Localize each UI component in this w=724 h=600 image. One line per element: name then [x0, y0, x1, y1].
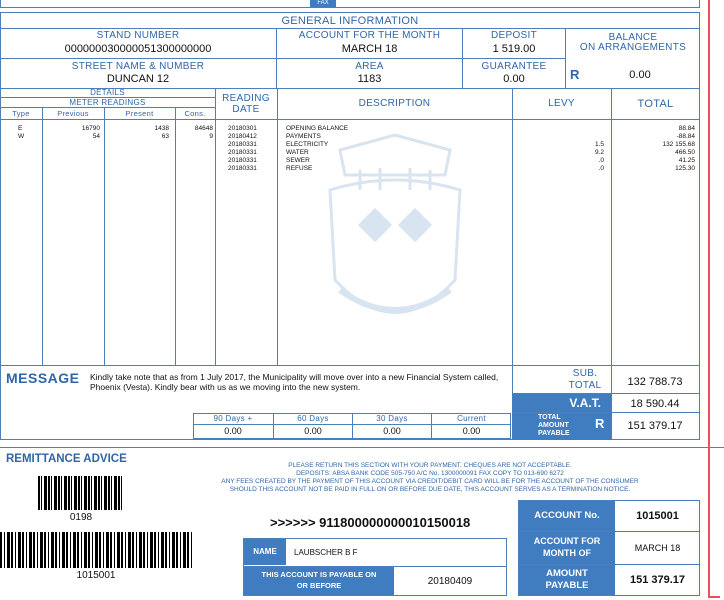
total-label: TOTAL: [637, 98, 674, 110]
deposit-value: 1 519.00: [492, 43, 536, 55]
reading-date-label: READING: [222, 93, 270, 104]
col-previous: Previous: [57, 109, 89, 118]
general-info-title: GENERAL INFORMATION: [281, 15, 419, 27]
message-label: MESSAGE: [6, 370, 80, 386]
meter-cons: 9: [209, 133, 213, 140]
col-type: Type: [12, 109, 30, 118]
line-date: 20180301: [228, 125, 257, 132]
line-desc: WATER: [286, 149, 309, 156]
reading-date-label-2: DATE: [232, 104, 260, 115]
amount-payable-label: AMOUNT: [546, 568, 588, 579]
line-total: 125.30: [675, 165, 695, 172]
vat-value: 18 590.44: [630, 398, 680, 410]
meter-type: W: [18, 133, 25, 140]
line-total: 132 155.68: [662, 141, 695, 148]
ageing-label: 60 Days: [297, 414, 329, 423]
account-month: MARCH 18: [341, 43, 398, 55]
account-month-label: ACCOUNT FOR THE MONTH: [298, 30, 441, 41]
street-value: DUNCAN 12: [106, 73, 170, 85]
payable-before-label: THIS ACCOUNT IS PAYABLE ON: [261, 570, 377, 579]
sub-total-label-2: TOTAL: [568, 380, 602, 391]
ageing-value: 0.00: [383, 426, 401, 436]
sub-total-value: 132 788.73: [627, 376, 683, 388]
barcode-2: [0, 532, 192, 568]
balance-label-2: ON ARRANGEMENTS: [579, 42, 687, 53]
ageing-label: 90 Days +: [213, 414, 253, 423]
amount-payable-value: 151 379.17: [629, 574, 686, 586]
meter-type: E: [18, 125, 23, 132]
ageing-label: 30 Days: [376, 414, 408, 423]
line-date: 20180331: [228, 165, 257, 172]
sub-total-label: SUB.: [572, 368, 598, 379]
total-payable-value: 151 379.17: [627, 420, 683, 432]
line-desc: PAYMENTS: [286, 133, 321, 140]
area-value: 1183: [357, 73, 382, 85]
deposit-label: DEPOSIT: [491, 30, 537, 41]
account-no-label: ACCOUNT No.: [519, 501, 615, 531]
balance-currency: R: [570, 67, 580, 82]
ageing-value: 0.00: [462, 426, 481, 436]
amount-payable-label-2: PAYABLE: [545, 580, 589, 591]
total-payable-label: TOTAL: [538, 414, 561, 421]
line-levy: 9.2: [594, 149, 604, 156]
notice-line-4: SHOULD THIS ACCOUNT NOT BE PAID IN FULL ON OR BEFORE DUE DATE, THIS ACCOUNT SERVES AS A TERMINATION NOTICE.: [229, 486, 631, 493]
barcode-1: [38, 476, 124, 510]
account-for-label-2: MONTH OF: [543, 548, 591, 558]
line-total: -88.84: [676, 133, 695, 140]
account-for-value: MARCH 18: [634, 543, 681, 553]
message-text: Kindly take note that as from 1 July 2017, the Municipality will move over into a new Financial System called, Phoenix (Vesta). Kindly bear with us as we moving into the new system.: [90, 372, 499, 392]
line-desc: REFUSE: [286, 165, 313, 172]
total-payable-label-2: AMOUNT: [538, 422, 569, 429]
line-total: 88.84: [678, 125, 695, 132]
meter-readings-label: METER READINGS: [69, 98, 146, 107]
cut-line: [0, 447, 724, 448]
line-desc: ELECTRICITY: [286, 141, 329, 148]
charge-lines: [0, 125, 700, 185]
ageing-label: Current: [457, 414, 486, 423]
highlight-frame: [708, 0, 720, 598]
ageing-value: 0.00: [304, 426, 322, 436]
line-levy: 1.5: [594, 141, 604, 148]
line-date: 20180412: [228, 133, 257, 140]
meter-cons: 84648: [194, 125, 213, 132]
street-label: STREET NAME & NUMBER: [71, 61, 205, 72]
barcode-2-number: 1015001: [76, 570, 116, 581]
line-total: 466.50: [675, 149, 695, 156]
name-label: NAME: [244, 539, 286, 565]
barcode-1-number: 0198: [69, 512, 93, 523]
line-date: 20180331: [228, 149, 257, 156]
guarantee-label: GUARANTEE: [481, 61, 547, 72]
notice-line-1: PLEASE RETURN THIS SECTION WITH YOUR PAYMENT. CHEQUES ARE NOT ACCEPTABLE.: [288, 462, 572, 469]
divider: [0, 119, 700, 120]
line-date: 20180331: [228, 157, 257, 164]
levy-label: LEVY: [548, 98, 575, 109]
meter-present: 63: [161, 133, 169, 140]
payment-reference: >>>>>> 911800000000010150018: [270, 515, 471, 530]
fax-tab: FAX: [310, 0, 336, 7]
col-present: Present: [125, 109, 154, 118]
col-cons: Cons.: [184, 109, 206, 118]
payable-before-label-2: OR BEFORE: [296, 581, 342, 590]
meter-present: 1438: [154, 125, 169, 132]
ageing-value: 0.00: [224, 426, 242, 436]
meter-previous: 16790: [81, 125, 100, 132]
line-desc: OPENING BALANCE: [286, 125, 349, 132]
notice-line-2: DEPOSITS: ABSA BANK CODE 505-750 A/C No. 1300000091 FAX COPY TO 013-690 6272: [296, 470, 564, 477]
guarantee-value: 0.00: [503, 73, 525, 85]
description-label: DESCRIPTION: [358, 98, 431, 109]
remittance-title: REMITTANCE ADVICE: [6, 453, 127, 465]
account-no-value: 1015001: [636, 510, 679, 522]
divider: [0, 28, 700, 29]
area-label: AREA: [355, 61, 384, 72]
top-strip: [0, 0, 700, 8]
line-desc: SEWER: [286, 157, 310, 164]
payable-date: 20180409: [427, 576, 473, 587]
line-date: 20180331: [228, 141, 257, 148]
balance-value: 0.00: [629, 69, 651, 81]
line-levy: .0: [598, 165, 604, 172]
name-value: LAUBSCHER B F: [294, 548, 358, 557]
total-payable-label-3: PAYABLE: [538, 430, 570, 437]
total-currency: R: [595, 416, 605, 431]
stand-number: 000000030000051300000000: [64, 43, 212, 55]
meter-previous: 54: [92, 133, 100, 140]
details-label: DETAILS: [90, 88, 125, 97]
line-total: 41.25: [678, 157, 695, 164]
divider: [0, 107, 215, 108]
line-levy: .0: [598, 157, 604, 164]
notice-line-3: ANY FEES CREATED BY THE PAYMENT OF THIS ACCOUNT VIA CREDIT/DEBIT CARD WILL BE FOR THE ACCOUNT OF THE CONSUMER: [221, 478, 639, 485]
balance-label: BALANCE: [608, 32, 658, 43]
account-for-label: ACCOUNT FOR: [533, 536, 601, 546]
stand-number-label: STAND NUMBER: [96, 30, 180, 41]
divider: [0, 365, 700, 366]
divider: [0, 58, 565, 59]
vat-label: V.A.T.: [512, 394, 611, 412]
